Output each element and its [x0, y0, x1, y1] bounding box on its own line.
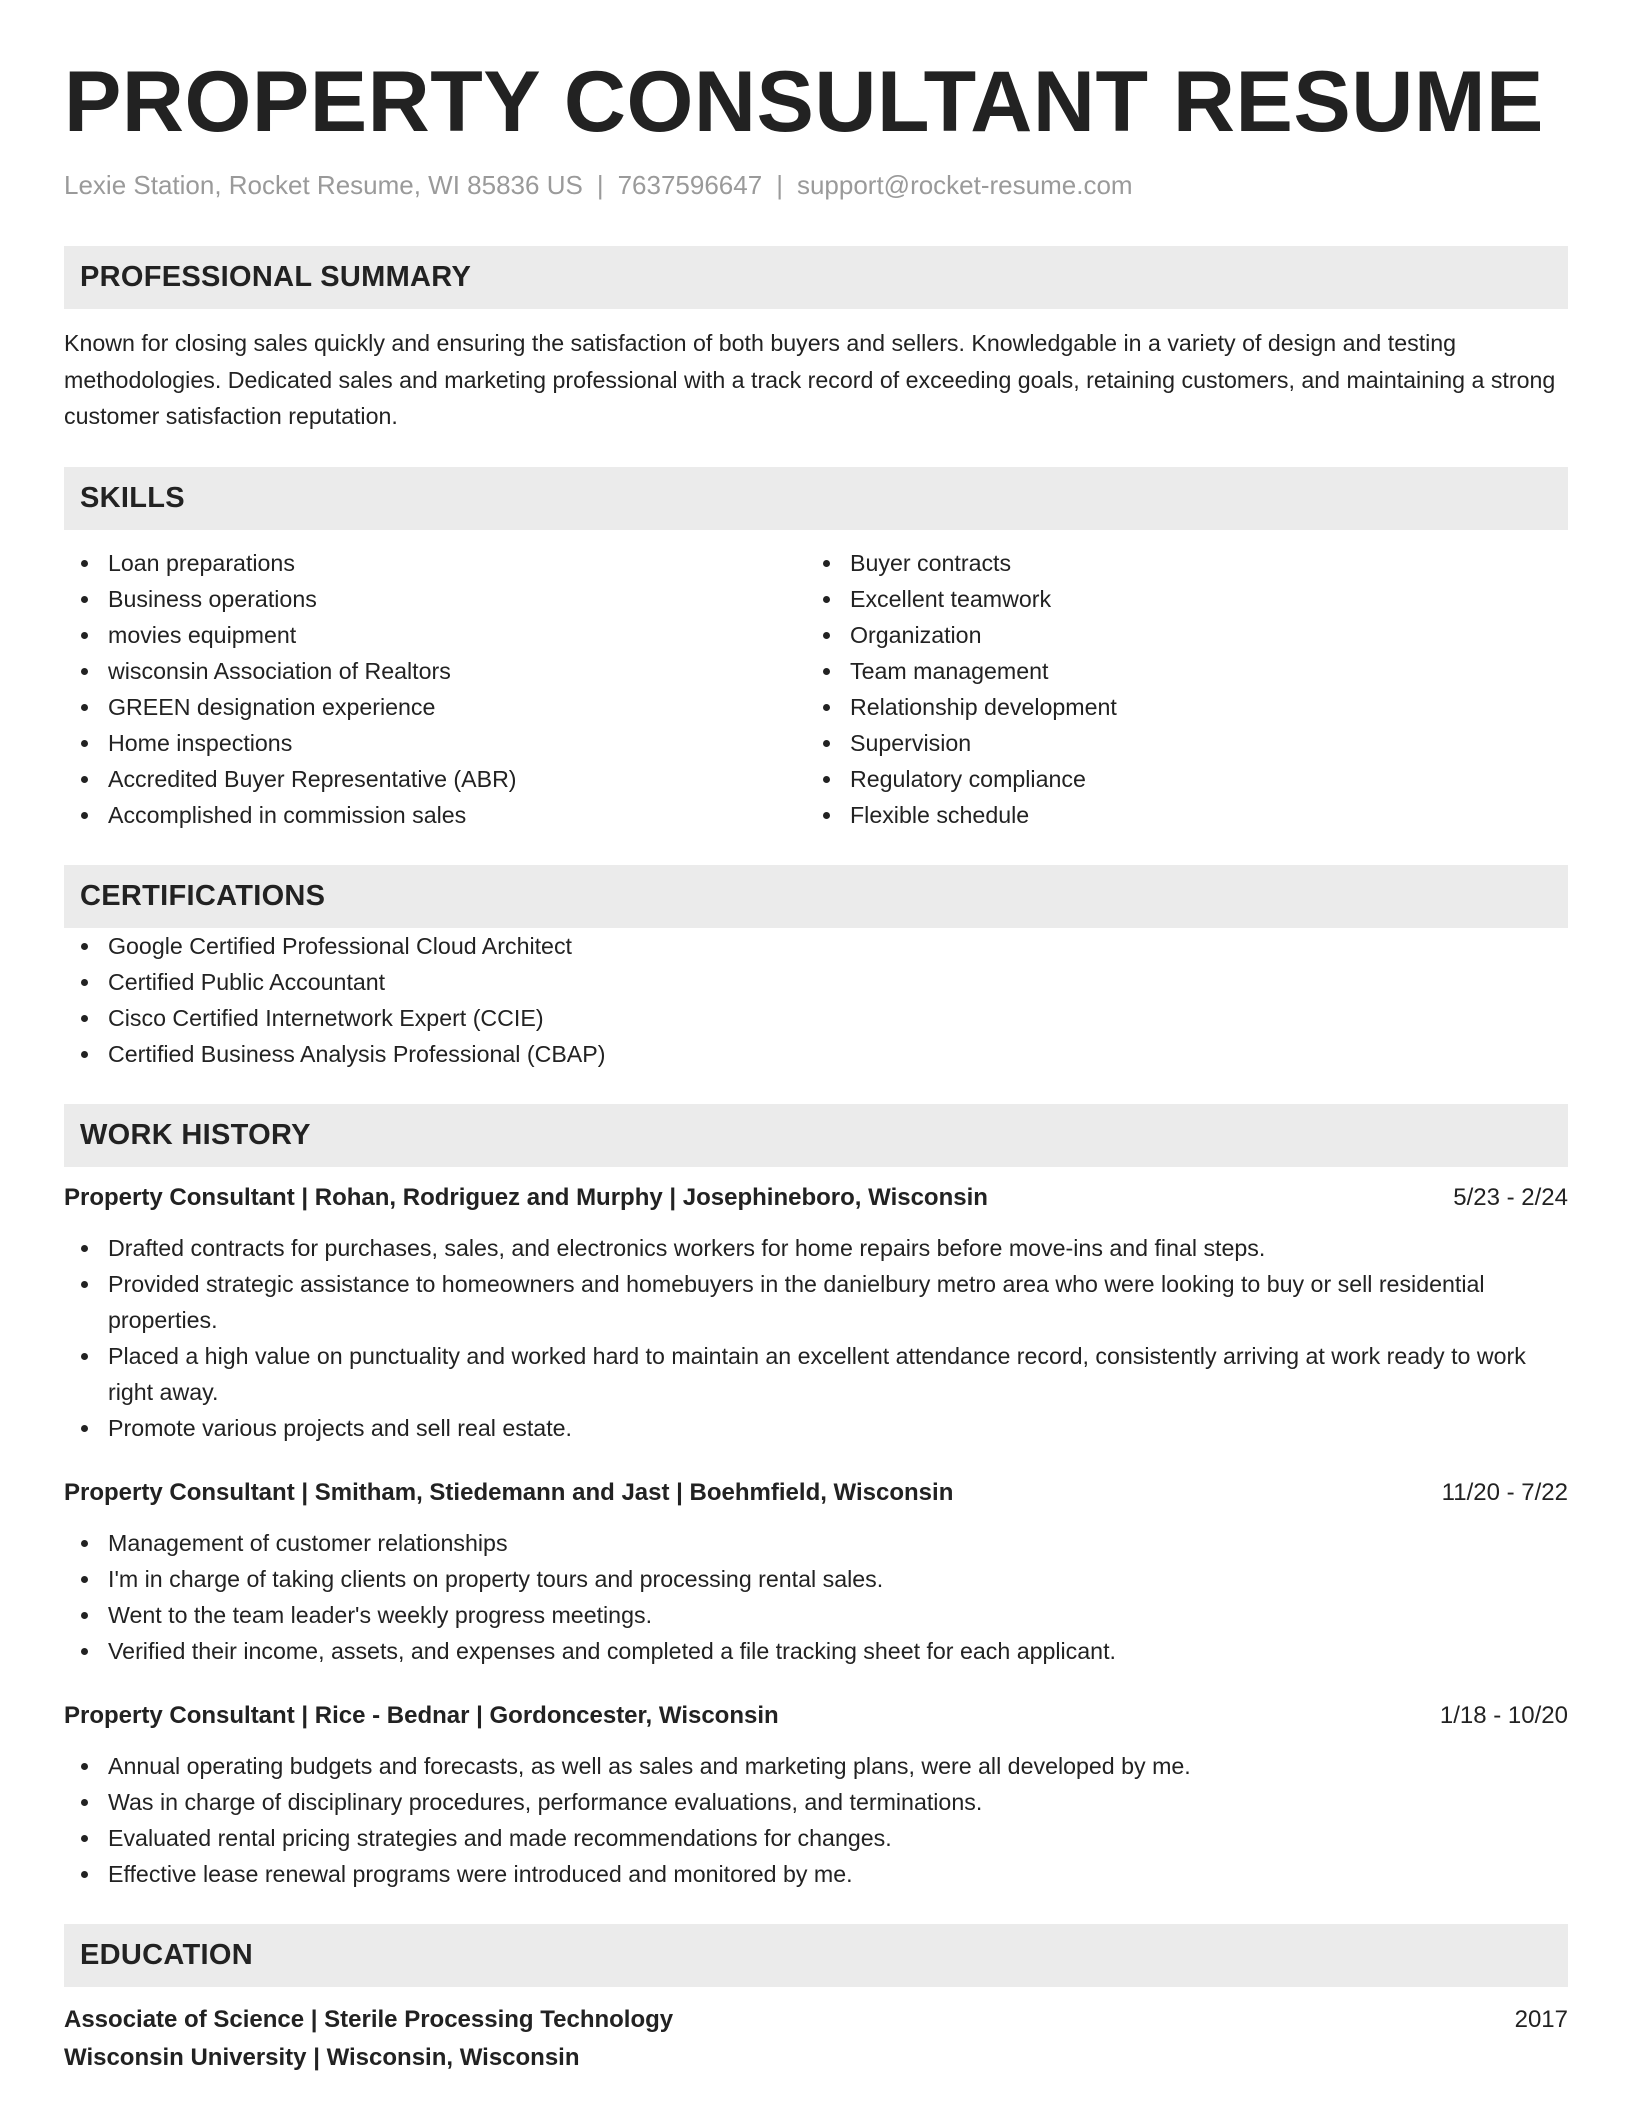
- job-dates: 1/18 - 10/20: [1439, 1701, 1568, 1729]
- job-title: Property Consultant | Rice - Bednar | Gordoncester, Wisconsin: [64, 1701, 779, 1729]
- skill-item: movies equipment: [64, 617, 806, 653]
- skill-item: Supervision: [806, 725, 1548, 761]
- job-entry: [64, 1699, 1568, 1892]
- job-bullets: [64, 1230, 1568, 1446]
- job-dates: 5/23 - 2/24: [1453, 1183, 1568, 1211]
- certification-item: Google Certified Professional Cloud Architect: [64, 928, 1568, 964]
- skills-column-left: [64, 545, 806, 833]
- skills-column-right: [806, 545, 1548, 833]
- contact-address: Lexie Station, Rocket Resume, WI 85836 US: [64, 170, 583, 200]
- skill-item: Buyer contracts: [806, 545, 1548, 581]
- skills-list-left: [64, 545, 806, 833]
- section-heading-education: EDUCATION: [64, 1924, 1568, 1987]
- job-bullet: Went to the team leader's weekly progress meetings.: [64, 1597, 1568, 1633]
- contact-separator: |: [776, 170, 783, 200]
- certification-item: Certified Business Analysis Professional (CBAP): [64, 1036, 1568, 1072]
- job-bullet: Annual operating budgets and forecasts, as well as sales and marketing plans, were all developed by me.: [64, 1748, 1568, 1784]
- resume-page: [64, 52, 1568, 2075]
- skills-list-right: [806, 545, 1548, 833]
- skill-item: Accredited Buyer Representative (ABR): [64, 761, 806, 797]
- job-bullet: Evaluated rental pricing strategies and made recommendations for changes.: [64, 1820, 1568, 1856]
- section-heading-work-history: WORK HISTORY: [64, 1104, 1568, 1167]
- education-degree: Associate of Science | Sterile Processing Technology: [64, 2005, 674, 2033]
- section-heading-summary: PROFESSIONAL SUMMARY: [64, 246, 1568, 309]
- skill-item: Flexible schedule: [806, 797, 1548, 833]
- contact-separator: |: [596, 170, 604, 200]
- job-header: [64, 1181, 1568, 1215]
- contact-email: support@rocket-resume.com: [796, 170, 1133, 200]
- job-bullet: Effective lease renewal programs were introduced and monitored by me.: [64, 1856, 1568, 1892]
- skill-item: wisconsin Association of Realtors: [64, 653, 806, 689]
- skill-item: Team management: [806, 653, 1548, 689]
- job-header: [64, 1476, 1568, 1510]
- job-bullet: I'm in charge of taking clients on property tours and processing rental sales.: [64, 1561, 1568, 1597]
- job-dates: 11/20 - 7/22: [1441, 1478, 1568, 1506]
- section-heading-certifications: CERTIFICATIONS: [64, 865, 1568, 928]
- job-title: Property Consultant | Smitham, Stiedemann and Jast | Boehmfield, Wisconsin: [64, 1478, 954, 1506]
- education-school: Wisconsin University | Wisconsin, Wisconsin: [64, 2043, 580, 2071]
- job-bullets: [64, 1748, 1568, 1892]
- skill-item: Regulatory compliance: [806, 761, 1548, 797]
- skill-item: Organization: [806, 617, 1548, 653]
- skill-item: Relationship development: [806, 689, 1548, 725]
- education-entry: [64, 2003, 1568, 2075]
- job-bullets: [64, 1525, 1568, 1669]
- job-bullet: Verified their income, assets, and expenses and completed a file tracking sheet for each applicant.: [64, 1633, 1568, 1669]
- certifications-list: [64, 928, 1568, 1072]
- job-bullet: Management of customer relationships: [64, 1525, 1568, 1561]
- section-heading-skills: SKILLS: [64, 467, 1568, 530]
- job-header: [64, 1699, 1568, 1733]
- skill-item: GREEN designation experience: [64, 689, 806, 725]
- skills-grid: [64, 545, 1568, 833]
- contact-line: [64, 168, 1568, 202]
- skill-item: Loan preparations: [64, 545, 806, 581]
- job-bullet: Promote various projects and sell real estate.: [64, 1410, 1568, 1446]
- certification-item: Cisco Certified Internetwork Expert (CCIE): [64, 1000, 1568, 1036]
- education-year: 2017: [1514, 2005, 1568, 2033]
- resume-title: PROPERTY CONSULTANT RESUME: [64, 54, 1544, 150]
- job-bullet: Drafted contracts for purchases, sales, and electronics workers for home repairs before move-ins and final steps.: [64, 1230, 1568, 1266]
- job-title: Property Consultant | Rohan, Rodriguez and Murphy | Josephineboro, Wisconsin: [64, 1183, 988, 1211]
- job-entry: [64, 1476, 1568, 1669]
- skill-item: Accomplished in commission sales: [64, 797, 806, 833]
- skill-item: Home inspections: [64, 725, 806, 761]
- skill-item: Business operations: [64, 581, 806, 617]
- job-bullet: Provided strategic assistance to homeowners and homebuyers in the danielbury metro area who were looking to buy or sell residential properties.: [64, 1266, 1568, 1338]
- education-header: [64, 2003, 1568, 2037]
- job-entry: [64, 1181, 1568, 1446]
- summary-text: Known for closing sales quickly and ensuring the satisfaction of both buyers and sellers. Knowledgable in a variety of design and testing methodologies. Dedicated sales and marketing professional with a track record of exceeding goals, retaining customers, and maintaining a strong customer satisfaction reputation.: [64, 330, 1556, 429]
- certification-item: Certified Public Accountant: [64, 964, 1568, 1000]
- contact-phone: 7637596647: [617, 170, 763, 200]
- job-bullet: Was in charge of disciplinary procedures, performance evaluations, and terminations.: [64, 1784, 1568, 1820]
- job-bullet: Placed a high value on punctuality and worked hard to maintain an excellent attendance record, consistently arriving at work ready to work right away.: [64, 1338, 1568, 1410]
- skill-item: Excellent teamwork: [806, 581, 1548, 617]
